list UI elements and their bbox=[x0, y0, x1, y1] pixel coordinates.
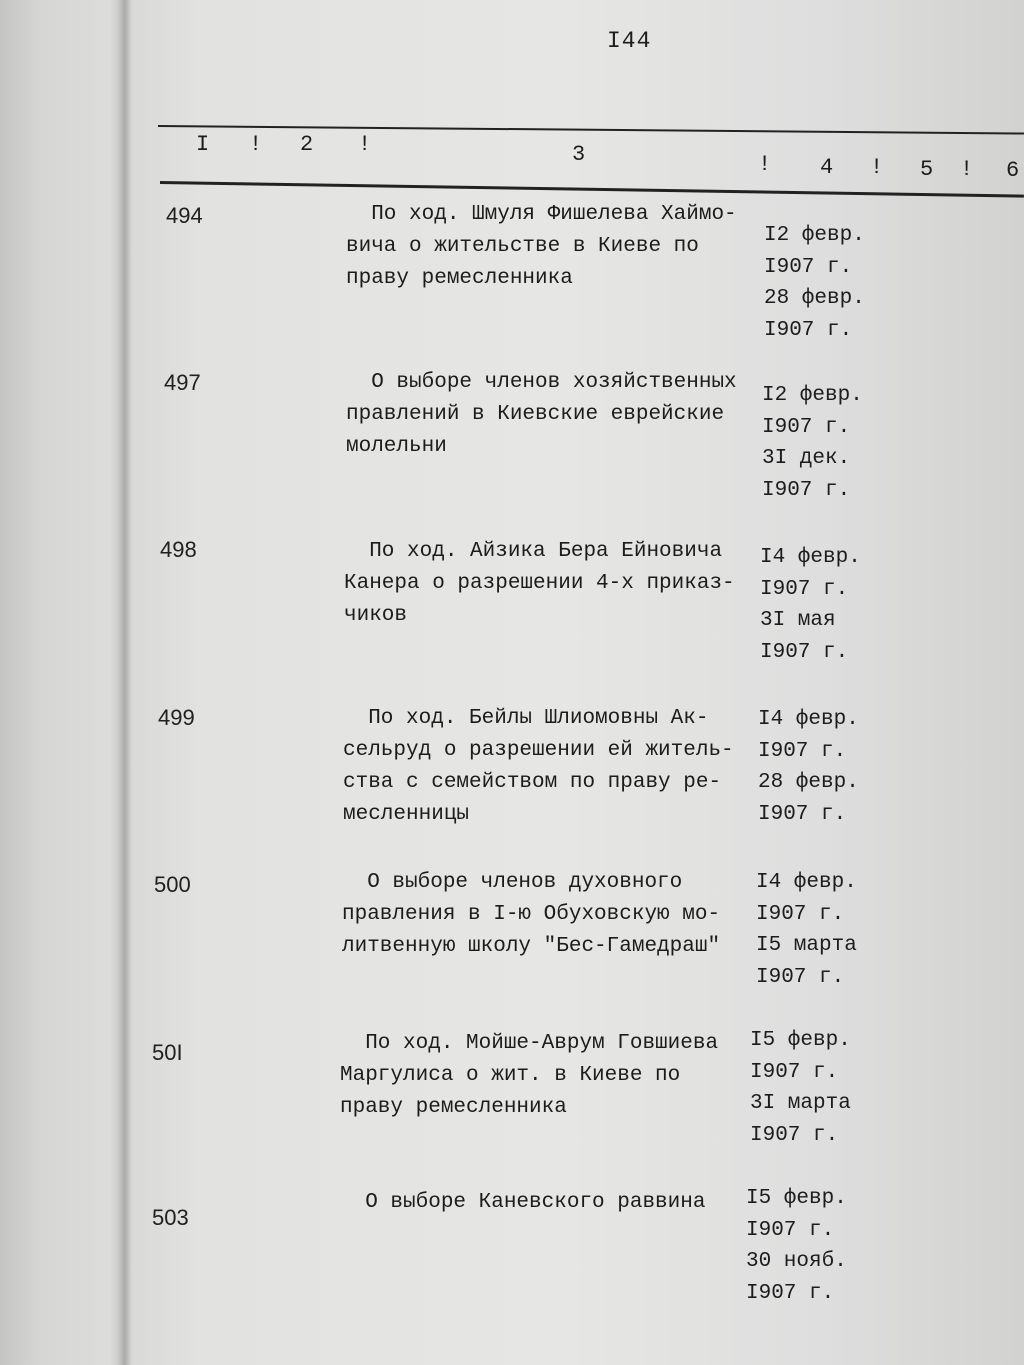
row-number: 50I bbox=[152, 1040, 183, 1065]
row-dates: I4 февр. I907 г. 28 февр. I907 г. bbox=[758, 708, 859, 826]
column-separator: ! bbox=[870, 155, 884, 180]
row-description: По ход. Шмуля Фишелева Хаймо- вича о жительстве в Киеве по праву ремесленника bbox=[346, 203, 737, 290]
page-number: I44 bbox=[607, 28, 652, 54]
row-number: 500 bbox=[154, 872, 191, 897]
column-separator: ! bbox=[358, 132, 372, 157]
row-description: По ход. Айзика Бера Ейновича Канера о разрешении 4-х приказ- чиков bbox=[344, 540, 735, 627]
column-separator: ! bbox=[758, 152, 772, 177]
column-header-2: 2 bbox=[300, 132, 314, 157]
row-number: 498 bbox=[160, 537, 197, 562]
row-dates: I4 февр. I907 г. 3I мая I907 г. bbox=[760, 546, 861, 664]
row-dates: I2 февр. I907 г. 28 февр. I907 г. bbox=[764, 224, 865, 342]
column-header-1: I bbox=[196, 132, 210, 157]
header-rule-bottom bbox=[160, 181, 1024, 198]
column-separator: ! bbox=[960, 157, 974, 182]
row-number: 503 bbox=[152, 1205, 189, 1230]
header-rule-top bbox=[158, 125, 1024, 135]
column-header-5: 5 bbox=[920, 157, 934, 182]
column-header-3: 3 bbox=[572, 142, 586, 167]
row-description: О выборе членов духовного правления в I-ю Обуховскую мо- литвенную школу "Бес-Гамедраш" bbox=[342, 871, 721, 958]
binding-gutter bbox=[118, 0, 132, 1365]
column-header-6: 6 bbox=[1006, 158, 1020, 183]
row-number: 497 bbox=[164, 370, 201, 395]
column-separator: ! bbox=[249, 132, 263, 157]
row-dates: I4 февр. I907 г. I5 марта I907 г. bbox=[756, 871, 857, 989]
row-dates: I5 февр. I907 г. 30 нояб. I907 г. bbox=[746, 1187, 847, 1305]
row-number: 494 bbox=[166, 203, 203, 228]
row-dates: I2 февр. I907 г. 3I дек. I907 г. bbox=[762, 384, 863, 502]
row-description: О выборе Каневского раввина bbox=[340, 1191, 706, 1214]
row-description: О выборе членов хозяйственных правлений в Киевские еврейские молельни bbox=[346, 371, 737, 458]
row-description: По ход. Бейлы Шлиомовны Ак- сельруд о разрешении ей житель- ства с семейством по праву ре- месленницы bbox=[343, 707, 734, 826]
column-header-4: 4 bbox=[820, 155, 834, 180]
row-description: По ход. Мойше-Аврум Говшиева Маргулиса о жит. в Киеве по праву ремесленника bbox=[340, 1032, 719, 1119]
row-dates: I5 февр. I907 г. 3I марта I907 г. bbox=[750, 1029, 851, 1147]
row-number: 499 bbox=[158, 705, 195, 730]
